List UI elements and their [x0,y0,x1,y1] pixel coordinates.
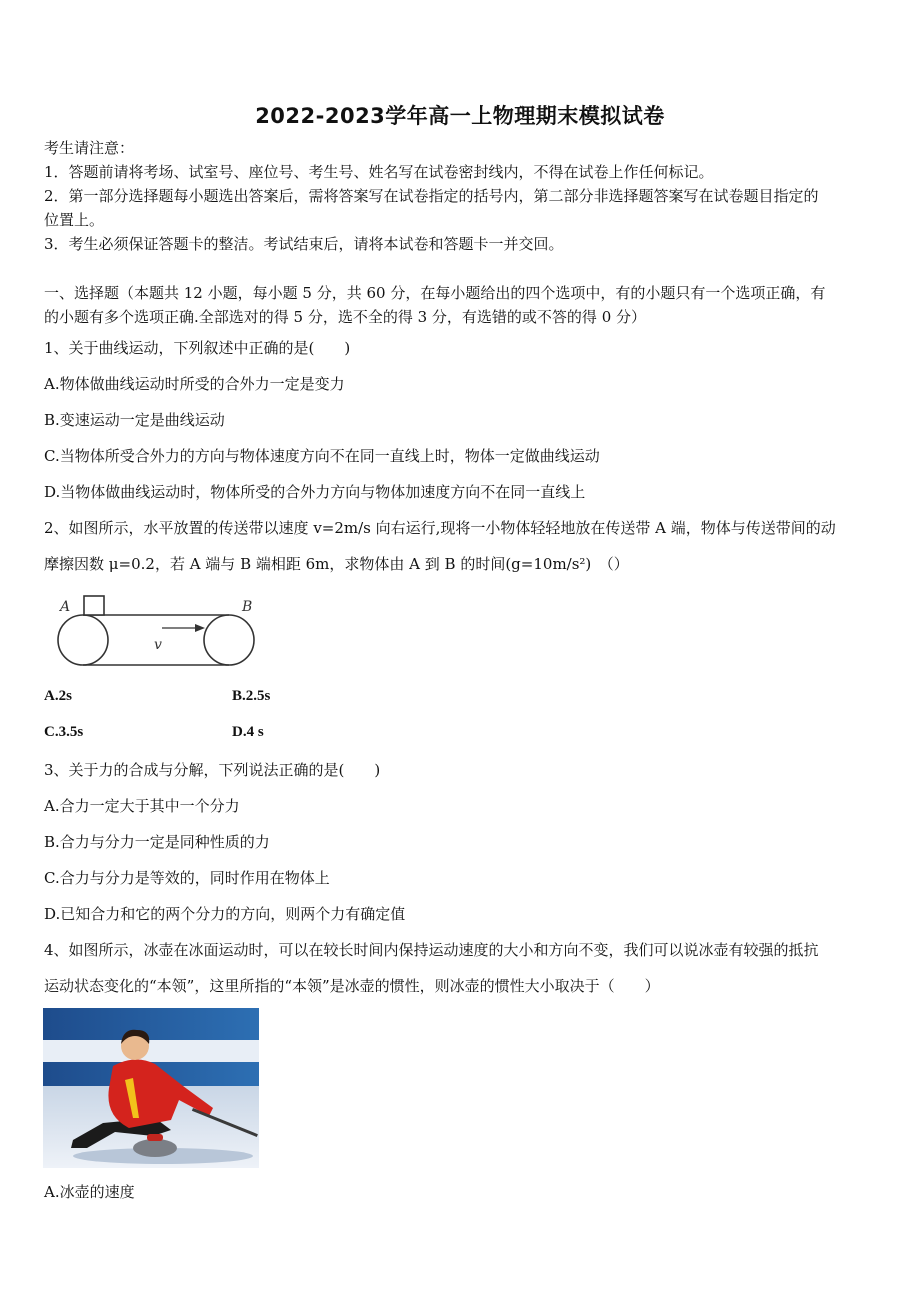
q3-stem: 3、关于力的合成与分解，下列说法正确的是( ) [44,761,381,779]
right-pulley [204,615,254,665]
q1-stem: 1、关于曲线运动，下列叙述中正确的是( ) [44,339,351,357]
q3-option-d: D.已知合力和它的两个分力的方向，则两个力有确定值 [44,905,406,923]
q1-option-a: A.物体做曲线运动时所受的合外力一定是变力 [44,375,345,393]
q2-option-c: C.3.5s [44,724,84,740]
q2-option-a: A.2s [44,688,72,704]
notice-item-2-cont: 位置上。 [44,211,105,229]
page-title: 2022-2023学年高一上物理期末模拟试卷 [255,104,665,128]
section-heading-line1: 一、选择题（本题共 12 小题，每小题 5 分，共 60 分，在每小题给出的四个选项中，有的小题只有一个选项正确，有 [44,284,826,302]
label-v: v [154,637,162,653]
curling-stone [133,1139,177,1157]
velocity-arrowhead [195,624,205,632]
left-pulley [58,615,108,665]
q2-stem-line2: 摩擦因数 μ=0.2，若 A 端与 B 端相距 6m，求物体由 A 到 B 的时间(g=10m/s²) （） [44,555,629,573]
stone-handle [147,1134,163,1141]
label-a: A [60,599,71,615]
conveyor-belt-figure [50,592,262,672]
q3-option-b: B.合力与分力一定是同种性质的力 [44,833,270,851]
q2-stem-line1: 2、如图所示，水平放置的传送带以速度 v=2m/s 向右运行,现将一小物体轻轻地放在传送带 A 端，物体与传送带间的动 [44,519,836,537]
q2-option-b: B.2.5s [232,688,271,704]
section-heading-line2: 的小题有多个选项正确.全部选对的得 5 分，选不全的得 3 分，有选错的或不答的得 0 分） [44,308,647,326]
small-block [84,596,104,615]
notice-item-1: 1．答题前请将考场、试室号、座位号、考生号、姓名写在试卷密封线内，不得在试卷上作任何标记。 [44,163,714,181]
notice-item-3: 3．考生必须保证答题卡的整洁。考试结束后，请将本试卷和答题卡一并交回。 [44,235,564,253]
notice-item-2: 2．第一部分选择题每小题选出答案后，需将答案写在试卷指定的括号内，第二部分非选择题答案写在试卷题目指定的 [44,187,819,205]
curling-photo [43,1008,259,1168]
q1-option-b: B.变速运动一定是曲线运动 [44,411,225,429]
q4-stem-line1: 4、如图所示，冰壶在冰面运动时，可以在较长时间内保持运动速度的大小和方向不变，我们可以说冰壶有较强的抵抗 [44,941,819,959]
q3-option-a: A.合力一定大于其中一个分力 [44,797,240,815]
q2-option-d: D.4 s [232,724,264,740]
q4-option-a: A.冰壶的速度 [44,1183,135,1201]
sponsor-band [43,1040,259,1062]
q3-option-c: C.合力与分力是等效的，同时作用在物体上 [44,869,330,887]
q4-stem-line2: 运动状态变化的“本领”，这里所指的“本领”是冰壶的惯性，则冰壶的惯性大小取决于（ ） [44,977,660,995]
notice-heading: 考生请注意： [44,139,135,157]
label-b: B [242,599,253,615]
q1-option-d: D.当物体做曲线运动时，物体所受的合外力方向与物体加速度方向不在同一直线上 [44,483,586,501]
q1-option-c: C.当物体所受合外力的方向与物体速度方向不在同一直线上时，物体一定做曲线运动 [44,447,600,465]
